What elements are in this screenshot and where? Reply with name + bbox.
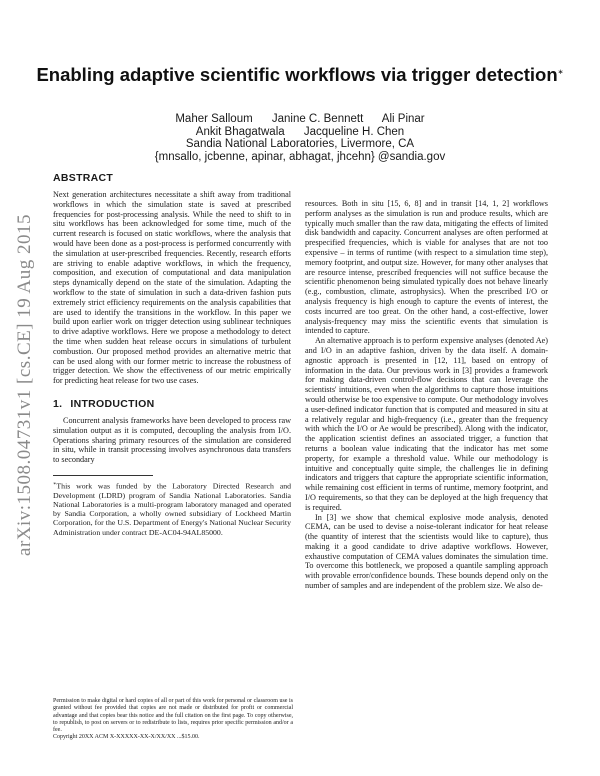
right-paragraph-3: In [3] we show that chemical explosive mode analysis, denoted CEMA, can be used to devise a noise-tolerant indicator for heat release (the quantity of interest that the scientists would like to capture), thus making it a good candidate to drive adaptive workflows. However, exhaustive computation of CEMA values dominates the simulation time. To overcome this bottleneck, we proposed a quantile sampling approach with provable error/confidence bounds. These bounds depend only on the number of samples and are independent of the problem size. We also de- bbox=[305, 512, 548, 591]
permission-text: Permission to make digital or hard copies of all or part of this work for personal or classroom use is granted without fee provided that copies are not made or distributed for profit or commercial advantage and that copies bear this notice and the full citation on the first page. To copy otherwise, to republish, to post on servers or to redistribute to lists, requires prior specific permission and/or a fee. bbox=[53, 698, 293, 734]
abstract-text: Next generation architectures necessitate a shift away from traditional workflows in which the simulation state is saved at prescribed frequencies for post-processing analysis. While the need to shift to in situ workflows has been acknowledged for some time, much of the current research is focused on static workflows, where the analysis that would have been done as a post-process is performed concurrently with the simulation at user-prescribed frequencies. Recently, research efforts are striving to enable adaptive workflows, in which the frequency, composition, and execution of computational and data manipulation steps dynamically depend on the state of the simulation. Adapting the workflow to the state of simulation in such a data-driven fashion puts extremely strict efficiency requirements on the analysis capabilities that are used to identify the transitions in the workflow. In this paper we build upon earlier work on trigger detection using sublinear techniques to drive adaptive workflows. Here we propose a methodology to detect the time when sudden heat release occurs in simulations of turbulent combustion. Our proposed method provides an alternative metric that can be used along with our former metric to increase the robustness of trigger detection. We show the effectiveness of our metric empirically for predicting heat release for two use cases. bbox=[53, 190, 291, 386]
paper-title-text: Enabling adaptive scientific workflows via trigger detection bbox=[36, 64, 558, 85]
funding-footnote bbox=[53, 480, 291, 537]
permission-notice bbox=[53, 698, 293, 742]
arxiv-id-text: arXiv:1508.04731v1 [cs.CE] 19 Aug 2015 bbox=[14, 214, 36, 556]
abstract-heading: ABSTRACT bbox=[53, 172, 114, 184]
authors-line-2: Ankit Bhagatwala Jacqueline H. Chen bbox=[195, 125, 405, 138]
author-emails: {mnsallo, jcbenne, apinar, abhagat, jhcehn} @sandia.gov bbox=[154, 150, 446, 163]
introduction-paragraph-1: Concurrent analysis frameworks have been developed to process raw simulation output as it is computed, decoupling the analysis from I/O. Operations sharing primary resources of the simulation are considered in situ, while in transit processing involves asynchronous data transfers to secondary bbox=[53, 415, 291, 465]
authors-line-1: Maher Salloum Janine C. Bennett Ali Pinar bbox=[175, 113, 425, 125]
copyright-line: Copyright 20XX ACM X-XXXXX-XX-X/XX/XX ...$15.00. bbox=[53, 734, 200, 741]
introduction-heading bbox=[53, 398, 291, 410]
paper-title bbox=[0, 64, 600, 86]
authors-block bbox=[60, 113, 540, 163]
footnote-mark: ∗ bbox=[53, 481, 57, 487]
affiliation: Sandia National Laboratories, Livermore, CA bbox=[185, 138, 415, 150]
arxiv-identifier bbox=[12, 195, 38, 575]
footnote-divider bbox=[53, 475, 153, 476]
title-footnote-mark: ∗ bbox=[557, 68, 564, 76]
section-number: 1. bbox=[53, 397, 63, 410]
right-column bbox=[305, 199, 548, 591]
footnote-text: This work was funded by the Laboratory Directed Research and Development (LDRD) program of Sandia National Laboratories. Sandia National Laboratories is a multi-program laboratory managed and operated by Sandia Corporation, a wholly owned subsidiary of Lockheed Martin Corporation, for the U.S. Department of Energy's National Nuclear Security Administration under contract DE-AC04-94AL85000. bbox=[53, 481, 291, 537]
right-paragraph-1: resources. Both in situ [15, 6, 8] and in transit [14, 1, 2] workflows perform analyses as the simulation is run and produce results, which are typically much smaller than the raw data, mitigating the effects of limited disk bandwidth and capacity. Concurrent analyses are often performed at prespecified frequencies, which is viable for analyses that are not too expensive – in terms of runtime (with respect to a simulation time step), memory footprint, and output size. However, for many other analyses that are resource intense, prescribed frequencies will not suffice because the scientific phenomenon being simulated typically does not behave linearly (e.g., combustion, climate, astrophysics). When the prescribed I/O or analysis frequency is high enough to capture the events of interest, the costs incurred are too great. On the other hand, a cost-effective, lower analysis-frequency may miss the scientific events that simulation is intended to capture. bbox=[305, 199, 548, 336]
right-paragraph-2: An alternative approach is to perform expensive analyses (denoted Ae) and I/O in an adaptive fashion, driven by the data itself. A domain-agnostic approach is presented in [12, 11], based on entropy of information in the data. Our previous work in [3] provides a framework for making data-driven control-flow decisions that can leverage the scientists' intuitions, even when the algorithms to capture those intuitions would otherwise be too expensive to compute. Our methodology involves a user-defined indicator function that is computed and measured in situ at a relatively regular and high-frequency (i.e., greater than the frequency with which the I/O or Ae would be prescribed). Along with the indicator, the application scientist defines an associated trigger, a function that returns a boolean value indicating that the indicator has met some property, for example a threshold value. While our methodology is intuitive and conceptually quite simple, the challenges lie in defining indicators and triggers that capture the appropriate scientific information, while remaining cost efficient in terms of runtime, memory footprint, and I/O requirements, so that they can be deployed at the high frequency that is required. bbox=[305, 336, 548, 512]
left-column bbox=[53, 172, 291, 545]
section-title: INTRODUCTION bbox=[70, 397, 155, 410]
